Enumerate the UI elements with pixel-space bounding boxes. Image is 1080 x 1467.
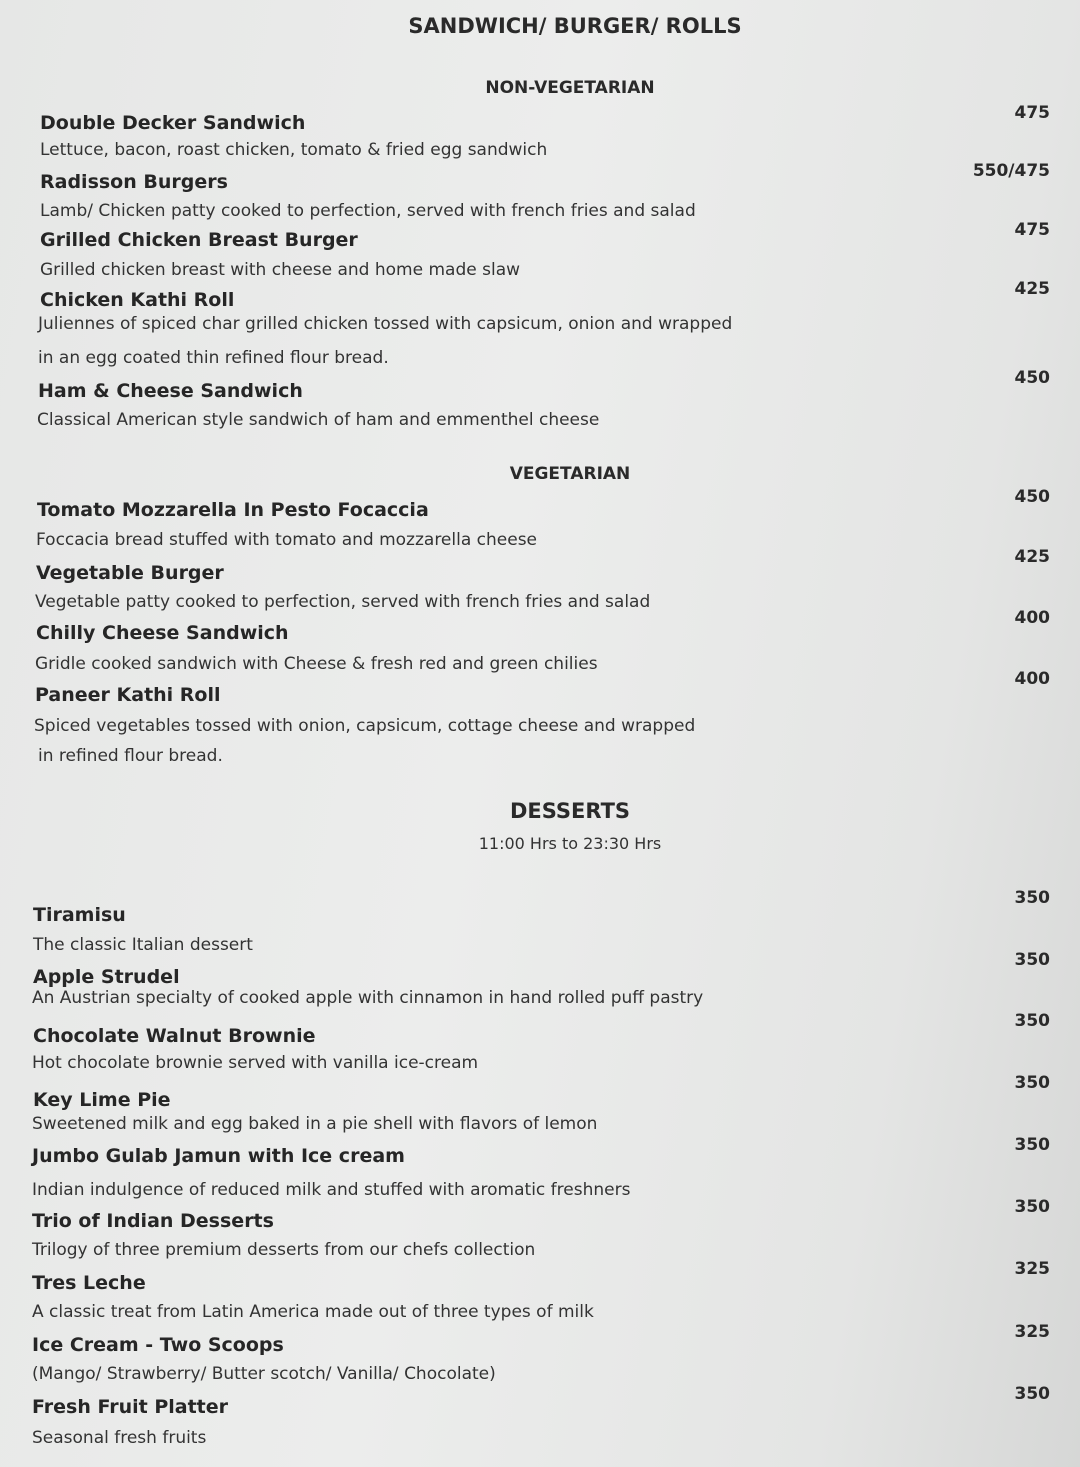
item-description: Classical American style sandwich of ham and emmenthel cheese [37, 410, 600, 430]
item-description: The classic Italian dessert [33, 935, 253, 955]
item-description: Trilogy of three premium desserts from our chefs collection [32, 1240, 536, 1260]
item-name: Chocolate Walnut Brownie [33, 1025, 316, 1047]
item-description: Grilled chicken breast with cheese and home made slaw [40, 260, 521, 280]
item-price: 475 [1014, 220, 1050, 240]
item-description: Juliennes of spiced char grilled chicken tossed with capsicum, onion and wrapped [38, 314, 733, 334]
item-price: 450 [1014, 368, 1050, 388]
item-name: Tiramisu [33, 904, 126, 926]
item-price: 550/475 [972, 161, 1050, 181]
item-description: An Austrian specialty of cooked apple with cinnamon in hand rolled puff pastry [32, 988, 704, 1008]
item-price: 425 [1014, 547, 1050, 567]
item-description: Lettuce, bacon, roast chicken, tomato & fried egg sandwich [40, 140, 548, 160]
item-price: 475 [1014, 103, 1050, 123]
item-name: Trio of Indian Desserts [32, 1210, 274, 1232]
desserts-heading: DESSERTS [509, 799, 631, 823]
item-name: Ice Cream - Two Scoops [32, 1334, 284, 1356]
veg-heading: VEGETARIAN [509, 464, 631, 484]
item-name: Fresh Fruit Platter [32, 1396, 229, 1418]
item-description: Sweetened milk and egg baked in a pie shell with flavors of lemon [32, 1114, 598, 1134]
item-name: Radisson Burgers [40, 171, 228, 193]
item-price: 325 [1014, 1322, 1050, 1342]
item-name: Tres Leche [32, 1272, 146, 1294]
item-name: Vegetable Burger [36, 562, 224, 584]
item-description: Lamb/ Chicken patty cooked to perfection, served with french fries and salad [40, 201, 696, 221]
item-description: Foccacia bread stuffed with tomato and mozzarella cheese [36, 530, 538, 550]
item-price: 350 [1014, 1384, 1050, 1404]
item-price: 350 [1014, 1073, 1050, 1093]
item-price: 325 [1014, 1259, 1050, 1279]
item-description: Hot chocolate brownie served with vanilla ice-cream [32, 1053, 479, 1073]
item-price: 350 [1014, 950, 1050, 970]
item-description: A classic treat from Latin America made out of three types of milk [32, 1302, 594, 1322]
item-description: Spiced vegetables tossed with onion, capsicum, cottage cheese and wrapped [34, 716, 696, 736]
item-price: 400 [1014, 608, 1050, 628]
item-name: Chilly Cheese Sandwich [36, 622, 289, 644]
item-price: 350 [1014, 1197, 1050, 1217]
item-description: Vegetable patty cooked to perfection, served with french fries and salad [35, 592, 651, 612]
item-name: Double Decker Sandwich [40, 112, 306, 134]
item-description: Indian indulgence of reduced milk and stuffed with aromatic freshners [32, 1180, 631, 1200]
item-description: Seasonal fresh fruits [32, 1428, 207, 1448]
item-price: 350 [1014, 888, 1050, 908]
item-price: 425 [1014, 279, 1050, 299]
page-title: SANDWICH/ BURGER/ ROLLS [408, 14, 742, 38]
item-name: Key Lime Pie [33, 1089, 171, 1111]
item-description-line2: in an egg coated thin refined flour bread. [38, 348, 389, 368]
desserts-hours: 11:00 Hrs to 23:30 Hrs [478, 834, 662, 853]
item-price: 350 [1014, 1135, 1050, 1155]
item-description: (Mango/ Strawberry/ Butter scotch/ Vanilla/ Chocolate) [32, 1364, 496, 1384]
item-description-line2: in refined flour bread. [38, 746, 223, 766]
item-price: 450 [1014, 487, 1050, 507]
item-name: Paneer Kathi Roll [35, 684, 221, 706]
item-price: 350 [1014, 1011, 1050, 1031]
item-description: Gridle cooked sandwich with Cheese & fresh red and green chilies [35, 654, 598, 674]
item-name: Chicken Kathi Roll [40, 289, 235, 311]
item-name: Apple Strudel [33, 966, 180, 988]
item-name: Tomato Mozzarella In Pesto Focaccia [37, 499, 429, 521]
item-price: 400 [1014, 669, 1050, 689]
item-name: Ham & Cheese Sandwich [38, 380, 303, 402]
nonveg-heading: NON-VEGETARIAN [485, 78, 655, 98]
item-name: Jumbo Gulab Jamun with Ice cream [32, 1145, 405, 1167]
item-name: Grilled Chicken Breast Burger [40, 229, 358, 251]
